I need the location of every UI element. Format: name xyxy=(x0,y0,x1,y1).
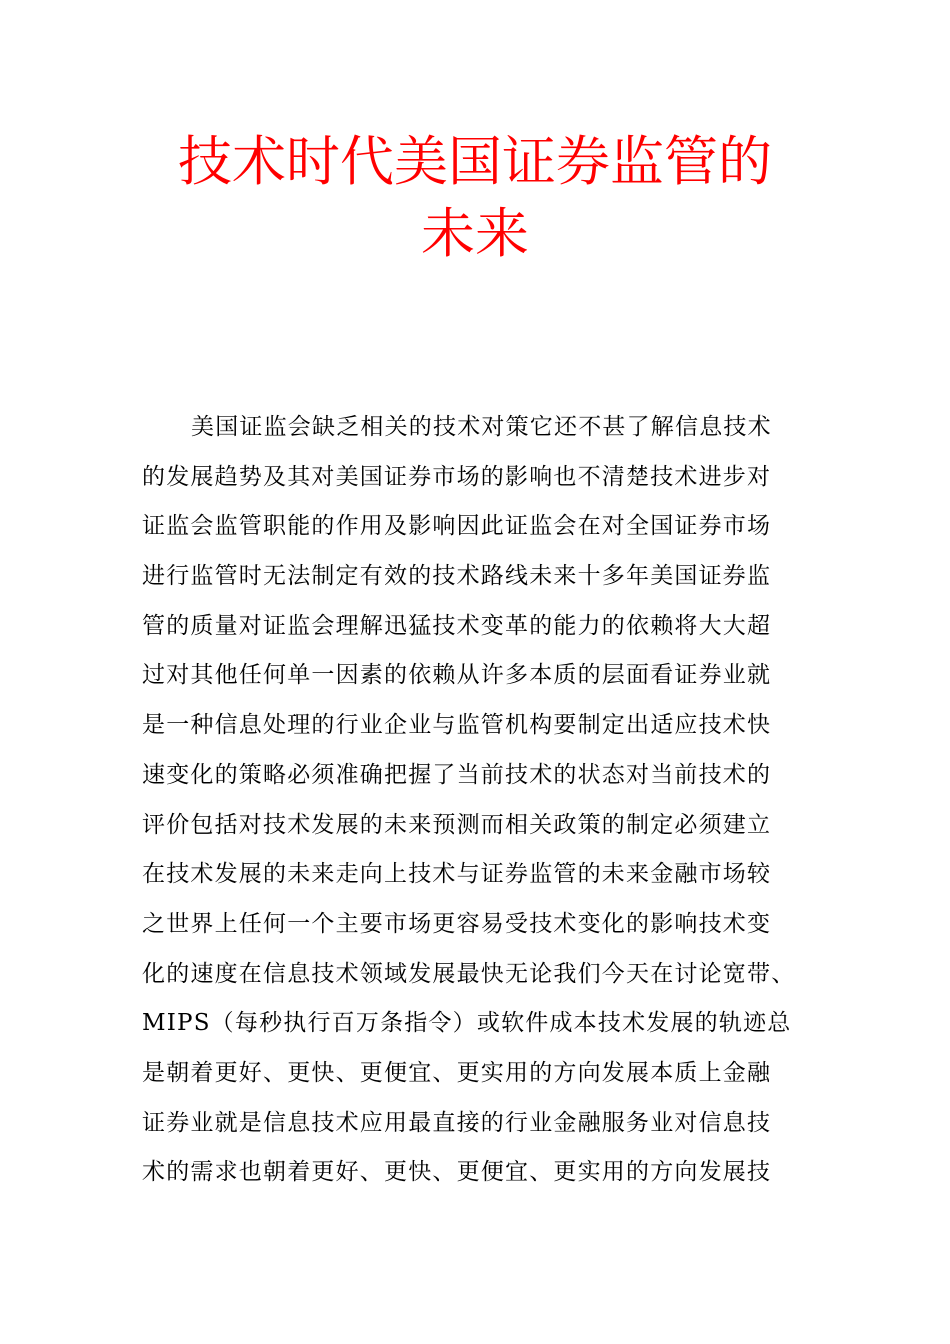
text-line: 术的需求也朝着更好、更快、更便宜、更实用的方向发展技 xyxy=(142,1159,772,1186)
text-line: 证券业就是信息技术应用最直接的行业金融服务业对信息技 xyxy=(142,1109,772,1136)
text-line: 进行监管时无法制定有效的技术路线未来十多年美国证券监 xyxy=(142,563,772,590)
text-line: 化的速度在信息技术领域发展最快无论我们今天在讨论宽带、 xyxy=(142,960,796,987)
text-line: 在技术发展的未来走向上技术与证券监管的未来金融市场较 xyxy=(142,861,772,888)
text-line: 美国证监会缺乏相关的技术对策它还不甚了解信息技术 xyxy=(191,414,772,440)
document-title xyxy=(100,126,850,270)
text-line: 速变化的策略必须准确把握了当前技术的状态对当前技术的 xyxy=(142,761,772,788)
text-line: 证监会监管职能的作用及影响因此证监会在对全国证券市场 xyxy=(142,513,772,540)
title-line-2: 未来 xyxy=(421,202,529,265)
text-line: MIPS（每秒执行百万条指令）或软件成本技术发展的轨迹总 xyxy=(142,1010,792,1037)
text-line: 的发展趋势及其对美国证券市场的影响也不清楚技术进步对 xyxy=(142,463,772,490)
title-line-1: 技术时代美国证券监管的 xyxy=(178,130,772,193)
text-line: 是一种信息处理的行业企业与监管机构要制定出适应技术快 xyxy=(142,712,772,739)
text-line: 过对其他任何单一因素的依赖从许多本质的层面看证券业就 xyxy=(142,662,772,689)
text-line: 之世界上任何一个主要市场更容易受技术变化的影响技术变 xyxy=(142,910,772,937)
text-line: 管的质量对证监会理解迅猛技术变革的能力的依赖将大大超 xyxy=(142,612,772,639)
text-line: 是朝着更好、更快、更便宜、更实用的方向发展本质上金融 xyxy=(142,1059,772,1086)
body-paragraph xyxy=(142,403,822,1198)
text-line: 评价包括对技术发展的未来预测而相关政策的制定必须建立 xyxy=(142,811,772,838)
